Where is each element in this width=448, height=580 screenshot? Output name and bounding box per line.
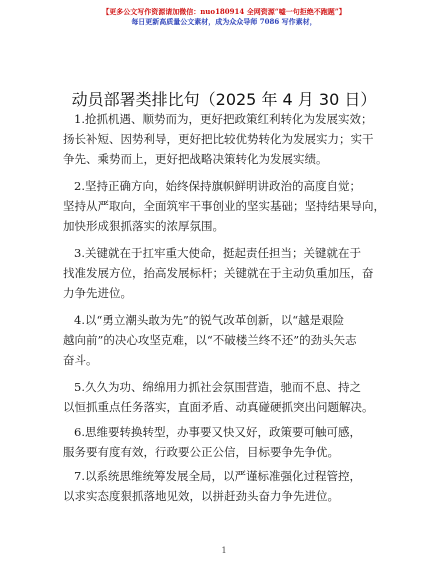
paragraph-7 (63, 466, 390, 506)
paragraph-line: 加快形成狠抓落实的浓厚氛围。 (63, 219, 224, 233)
paragraph-line: 2.坚持正确方向，始终保持旗帜鲜明讲政治的高度自觉； (74, 179, 361, 193)
paragraph-5 (63, 377, 390, 417)
paragraph-line: 5.久久为功、绵绵用力抓社会氛围营造，驰而不息、持之 (74, 380, 361, 394)
paragraph-line: 以求实态度狠抓落地见效，以拼赶劲头奋力争先进位。 (63, 489, 339, 503)
paragraph-line: 奋斗。 (63, 353, 98, 367)
paragraph-2 (63, 176, 390, 236)
paragraph-6 (63, 422, 390, 462)
paragraph-1 (63, 109, 390, 169)
paragraph-4 (63, 310, 390, 370)
document-title: 动员部署类排比句（2025 年 4 月 30 日） (71, 90, 377, 109)
paragraph-3 (63, 243, 390, 303)
paragraph-line: 7.以系统思维统筹发展全局，以严谨标准强化过程管控， (74, 469, 361, 483)
paragraph-line: 扬长补短、因势利导，更好把比较优势转化为发展实力；实干 (63, 132, 374, 146)
promo-header (0, 7, 448, 27)
paragraph-line: 越向前”的决心攻坚克难，以“不破楼兰终不还”的劲头矢志 (63, 333, 357, 347)
paragraph-line: 争先、乘势而上，更好把战略决策转化为发展实绩。 (63, 152, 328, 166)
paragraph-line: 以恒抓重点任务落实，直面矛盾、动真碰硬抓突出问题解决。 (63, 400, 374, 414)
paragraph-line: 服务要有度有效，行政要公正公信，目标要争先争优。 (63, 445, 339, 459)
promo-header-line-2: 每日更新高质量公文素材，成为众众导师 7086 写作素材， (131, 17, 317, 26)
paragraph-line: 3.关键就在于扛牢重大使命，挺起责任担当；关键就在于 (74, 246, 361, 260)
paragraph-line: 1.抢抓机遇、顺势而为，更好把政策红利转化为发展实效； (74, 112, 373, 126)
paragraph-line: 找准发展方位，抬高发展标杆；关键就在于主动负重加压，奋 (63, 266, 374, 280)
promo-header-line-1: 【更多公文写作资源请加微信：nuo180914 全网资源“嘘一句拒绝不跑题”】 (102, 7, 346, 16)
page-number: 1 (221, 546, 227, 555)
paragraph-line: 坚持从严取向，全面筑牢干事创业的坚实基础；坚持结果导向， (63, 199, 385, 213)
paragraph-line: 4.以“勇立潮头敢为先”的锐气改革创新，以“越是艰险 (74, 313, 345, 327)
paragraph-line: 6.思维要转换转型，办事要又快又好，政策要可触可感， (74, 425, 361, 439)
paragraph-line: 力争先进位。 (63, 286, 132, 300)
